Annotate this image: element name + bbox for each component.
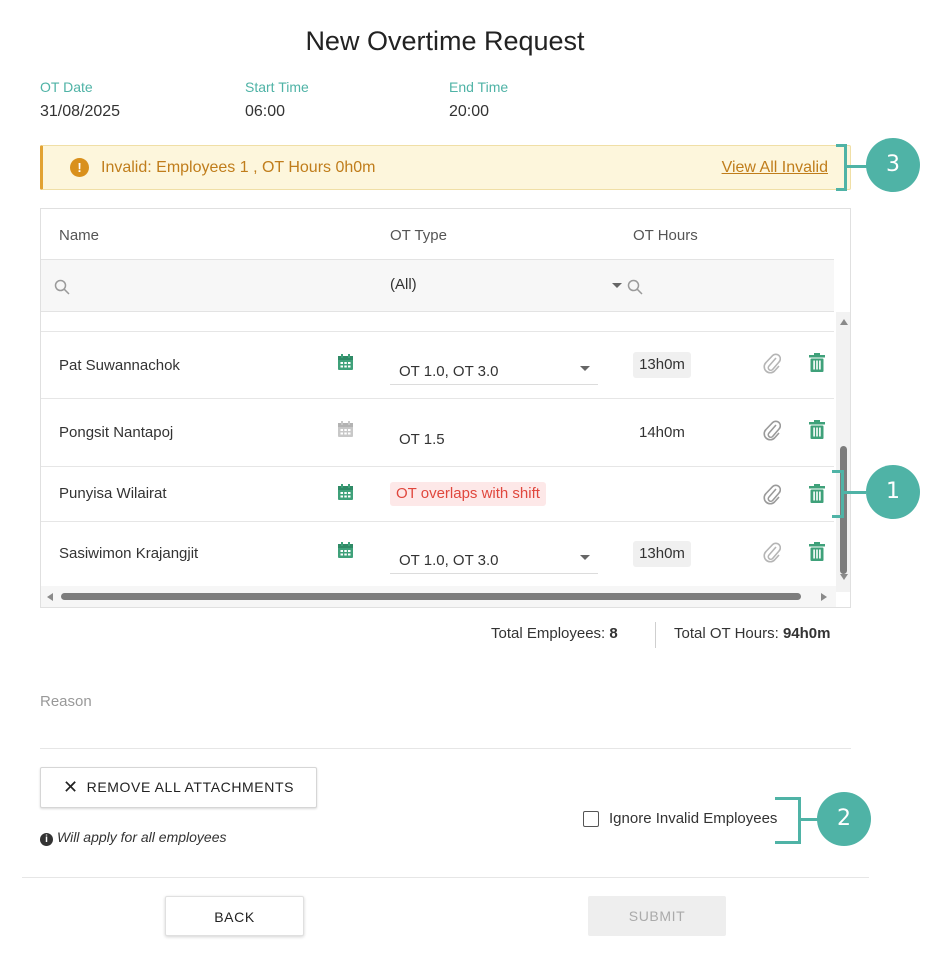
vertical-scrollbar[interactable] [836,312,851,592]
callout-marker-3: 3 [866,138,920,192]
ot-type-filter-value: (All) [390,276,417,293]
footer-divider [22,877,869,878]
start-time-value: 06:00 [245,103,286,120]
back-button[interactable]: BACK [165,896,304,936]
employee-grid [40,208,851,608]
chevron-down-icon [612,283,622,288]
column-header-ot-hours[interactable]: OT Hours [633,227,698,244]
remove-all-attachments-label: REMOVE ALL ATTACHMENTS [86,779,295,795]
calendar-icon[interactable] [337,542,354,559]
ot-type-select[interactable] [390,544,598,574]
end-time-value: 20:00 [449,103,490,120]
horizontal-scrollbar[interactable] [41,586,836,608]
scroll-left-arrow-icon[interactable] [47,593,53,601]
invalid-alert-text: Invalid: Employees 1 , OT Hours 0h0m [101,159,376,176]
total-ot-hours-value: 94h0m [782,625,831,642]
callout-marker-2: 2 [817,792,871,846]
close-icon: ✕ [62,777,79,797]
attachment-icon[interactable] [763,419,781,441]
page-title: New Overtime Request [305,26,585,56]
chevron-down-icon [580,555,590,560]
calendar-icon [337,421,354,438]
total-employees-label: Total Employees: [491,625,610,642]
ot-type-value: OT 1.5 [399,431,445,448]
table-row [41,522,834,586]
callout-connector [847,165,867,168]
employee-name: Punyisa Wilairat [59,485,167,502]
scroll-right-arrow-icon[interactable] [821,593,827,601]
chevron-down-icon [580,366,590,371]
scroll-down-arrow-icon[interactable] [840,574,848,580]
attachment-hint-text: Will apply for all employees [57,829,227,845]
column-header-name[interactable]: Name [59,227,100,244]
callout-bracket [775,797,801,844]
trash-icon[interactable] [809,353,825,372]
search-icon[interactable] [54,279,70,295]
ot-type-value: OT 1.0, OT 3.0 [399,363,499,380]
trash-icon[interactable] [809,484,825,503]
exclamation-icon: ! [70,158,89,177]
submit-button[interactable]: SUBMIT [588,896,726,936]
employee-name: Pat Suwannachok [59,357,180,374]
end-time-label: End Time [449,79,509,95]
ot-hours-value: 14h0m [639,424,685,441]
callout-bracket [832,470,844,518]
employee-name: Sasiwimon Krajangjit [59,545,199,562]
scroll-up-arrow-icon[interactable] [840,319,848,325]
ot-type-filter-select[interactable] [390,276,622,298]
ignore-invalid-label[interactable]: Ignore Invalid Employees [609,810,778,827]
reason-underline [40,748,851,749]
ot-date-value: 31/08/2025 [40,103,121,120]
total-ot-hours [674,625,830,642]
attachment-icon[interactable] [763,352,781,374]
total-employees-value: 8 [609,625,618,642]
totals-divider [655,622,656,648]
start-time-label: Start Time [245,79,309,95]
info-icon: i [40,833,53,846]
total-employees [491,625,618,642]
table-row [41,467,834,522]
attachment-icon[interactable] [763,483,781,505]
ot-type-value: OT 1.0, OT 3.0 [399,552,499,569]
callout-connector [844,491,866,494]
calendar-icon[interactable] [337,484,354,501]
table-row [41,399,834,467]
employee-name: Pongsit Nantapoj [59,424,174,441]
table-row [41,331,834,399]
trash-icon[interactable] [809,420,825,439]
calendar-icon[interactable] [337,354,354,371]
callout-bracket [836,144,847,191]
remove-all-attachments-button[interactable] [40,767,317,808]
column-header-ot-type[interactable]: OT Type [390,227,447,244]
ot-date-label: OT Date [40,79,93,95]
error-badge: OT overlaps with shift [390,482,546,506]
ot-type-select[interactable] [390,355,598,385]
trash-icon[interactable] [809,542,825,561]
view-all-invalid-link[interactable]: View All Invalid [721,159,828,176]
filter-row [41,259,834,312]
ot-hours-value: 13h0m [633,352,691,378]
callout-marker-1: 1 [866,465,920,519]
invalid-alert-banner [40,145,851,190]
ignore-invalid-checkbox[interactable] [583,811,599,827]
total-ot-hours-label: Total OT Hours: [674,625,783,642]
ot-hours-value: 13h0m [633,541,691,567]
reason-input[interactable]: Reason [40,693,92,710]
horizontal-scroll-thumb[interactable] [61,593,801,600]
attachment-icon[interactable] [763,541,781,563]
search-icon[interactable] [627,279,643,295]
attachment-hint [40,829,227,846]
